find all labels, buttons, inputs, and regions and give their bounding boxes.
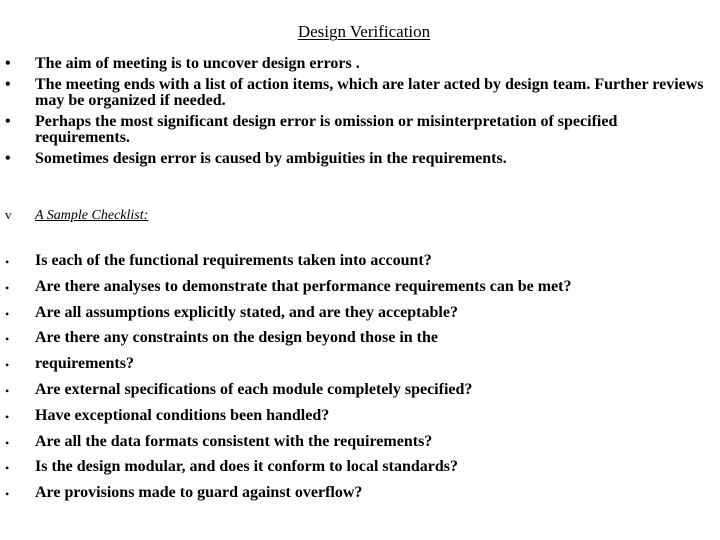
bullet-icon: • xyxy=(5,76,11,93)
bullet-icon: • xyxy=(5,435,10,450)
checklist xyxy=(0,252,720,510)
checklist-item-text: Are external specifications of each module completely specified? xyxy=(35,380,473,398)
checklist-item xyxy=(0,407,720,433)
intro-bullet-item xyxy=(0,151,720,167)
intro-bullet-text: The aim of meeting is to uncover design errors . xyxy=(35,55,360,72)
bullet-icon: • xyxy=(5,332,10,347)
checklist-item xyxy=(0,278,720,304)
intro-bullet-item xyxy=(0,77,720,109)
intro-bullet-list xyxy=(0,56,720,172)
checklist-item-text: Have exceptional conditions been handled? xyxy=(35,406,330,424)
checklist-item xyxy=(0,329,720,355)
checklist-item xyxy=(0,433,720,459)
bullet-icon: • xyxy=(5,113,11,130)
checklist-item-text: Are all assumptions explicitly stated, and are they acceptable? xyxy=(35,303,458,321)
bullet-icon: • xyxy=(5,358,10,373)
checklist-item xyxy=(0,381,720,407)
checklist-item xyxy=(0,252,720,278)
bullet-icon: • xyxy=(5,255,10,269)
bullet-icon: • xyxy=(5,383,10,398)
checkmark-bullet-icon: v xyxy=(5,207,12,222)
checklist-item-text: requirements? xyxy=(35,355,134,373)
checklist-item-text: Are all the data formats consistent with the requirements? xyxy=(35,432,433,450)
intro-bullet-item xyxy=(0,56,720,72)
slide-title: Design Verification xyxy=(297,22,431,41)
checklist-item xyxy=(0,458,720,484)
checklist-item-text: Is the design modular, and does it conform to local standards? xyxy=(35,458,459,476)
checklist-heading-text: A Sample Checklist: xyxy=(35,208,149,223)
checklist-item xyxy=(0,484,720,510)
checklist-item-text: Is each of the functional requirements taken into account? xyxy=(35,252,432,269)
checklist-item xyxy=(0,304,720,330)
bullet-icon: • xyxy=(5,306,10,321)
checklist-item-text: Are provisions made to guard against overflow? xyxy=(35,484,363,502)
bullet-icon: • xyxy=(5,150,11,167)
intro-bullet-text: Perhaps the most significant design error is omission or misinterpretation of specified requirements. xyxy=(35,113,618,146)
intro-bullet-item xyxy=(0,114,720,146)
bullet-icon: • xyxy=(5,280,10,295)
checklist-item xyxy=(0,355,720,381)
bullet-icon: • xyxy=(5,461,10,476)
intro-bullet-text: The meeting ends with a list of action items, which are later acted by design team. Further reviews may be organized if needed. xyxy=(35,76,704,109)
checklist-item-text: Are there analyses to demonstrate that performance requirements can be met? xyxy=(35,277,572,295)
bullet-icon: • xyxy=(5,55,11,72)
bullet-icon: • xyxy=(5,487,10,502)
checklist-item-text: Are there any constraints on the design beyond those in the xyxy=(35,329,438,347)
bullet-icon: • xyxy=(5,409,10,424)
intro-bullet-text: Sometimes design error is caused by ambiguities in the requirements. xyxy=(35,150,507,167)
